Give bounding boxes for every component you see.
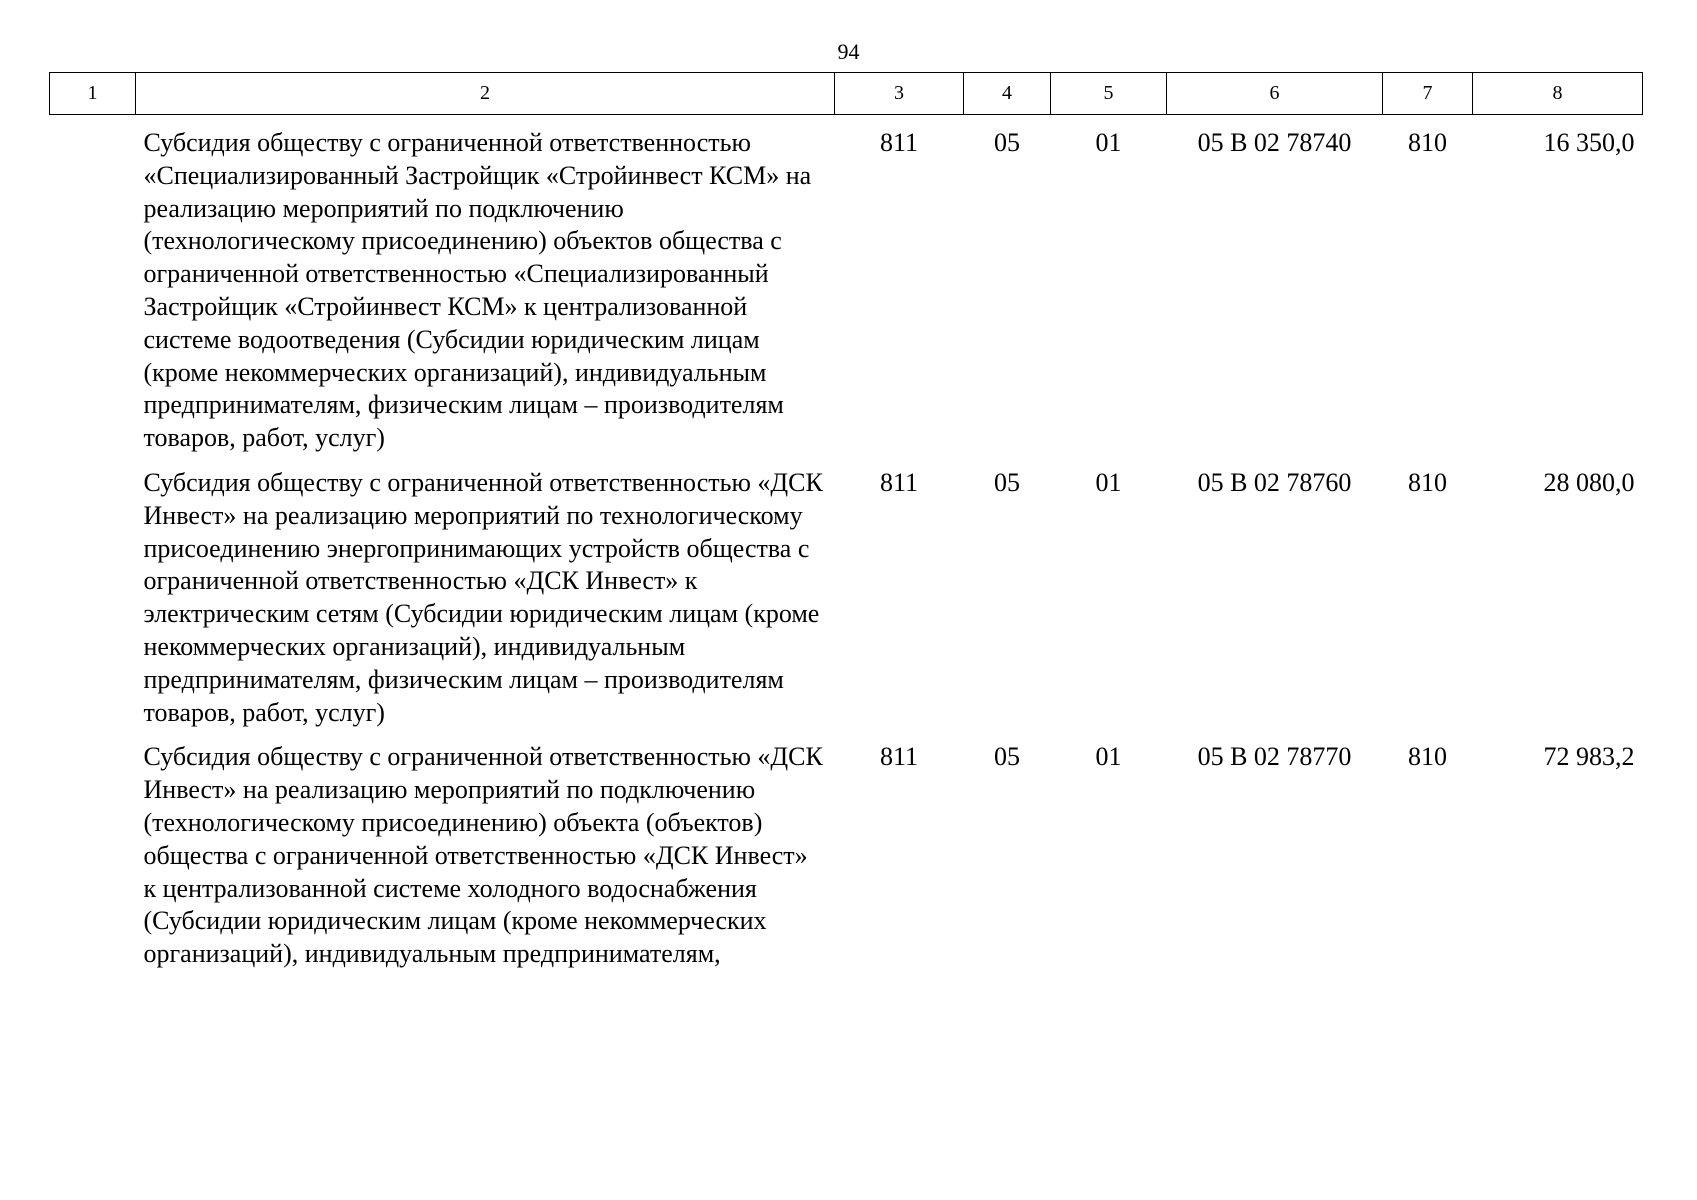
header-row <box>50 73 1643 115</box>
row-description: Субсидия обществу с ограниченной ответственностью «Специализированный Застройщик «Стройинвест КСМ» на реализацию мероприятий по подключению (технологическому присоединению) объектов общества с ограниченной ответственностью «Специализированный Застройщик «Стройинвест КСМ» к централизованной системе водоотведения (Субсидии юридическим лицам (кроме некоммерческих организаций), индивидуальным предпринимателям, физическим лицам – производителям товаров, работ, услуг) <box>143 128 812 453</box>
row-description: Субсидия обществу с ограниченной ответственностью «ДСК Инвест» на реализацию мероприятий по подключению (технологическому присоединению) объекта (объектов) общества с ограниченной ответственностью «ДСК Инвест» к централизованной системе холодного водоснабжения (Субсидии юридическим лицам (кроме некоммерческих организаций), индивидуальным предпринимателям, <box>143 742 823 969</box>
row-empty-cell <box>50 115 136 455</box>
row-subsection-code: 01 <box>1095 467 1122 497</box>
row-expense-type-code: 810 <box>1408 128 1447 157</box>
budget-table <box>49 72 1643 971</box>
page-number: 94 <box>837 39 860 64</box>
row-target-article-code: 05 В 02 78770 <box>1197 742 1352 772</box>
row-expense-type-code: 810 <box>1408 742 1447 772</box>
row-empty-cell <box>50 455 136 729</box>
row-subsection-code: 01 <box>1095 128 1122 157</box>
column-number-7: 7 <box>1383 73 1473 115</box>
column-number-6: 6 <box>1167 73 1383 115</box>
row-amount: 28 080,0 <box>1543 467 1635 497</box>
column-number-3: 3 <box>835 73 964 115</box>
column-number-5: 5 <box>1051 73 1167 115</box>
row-empty-cell <box>50 729 136 971</box>
row-amount: 16 350,0 <box>1543 128 1635 157</box>
column-number-8: 8 <box>1473 73 1643 115</box>
table-row <box>50 455 1643 729</box>
row-ministry-code: 811 <box>879 128 919 157</box>
row-ministry-code: 811 <box>879 467 919 497</box>
column-number-4: 4 <box>964 73 1051 115</box>
row-subsection-code: 01 <box>1095 742 1122 772</box>
table-row <box>50 729 1643 971</box>
table-header <box>50 73 1643 115</box>
row-expense-type-code: 810 <box>1408 467 1447 497</box>
row-section-code: 05 <box>994 467 1020 497</box>
row-section-code: 05 <box>994 128 1020 157</box>
row-ministry-code: 811 <box>879 742 919 772</box>
row-target-article-code: 05 В 02 78760 <box>1197 467 1352 497</box>
row-target-article-code: 05 В 02 78740 <box>1197 128 1352 157</box>
row-amount: 72 983,2 <box>1543 742 1635 772</box>
column-number-1: 1 <box>50 73 136 115</box>
row-section-code: 05 <box>994 742 1020 772</box>
table-row <box>50 115 1643 455</box>
row-description: Субсидия обществу с ограниченной ответственностью «ДСК Инвест» на реализацию мероприятий по технологическому присоединению энергопринимающих устройств общества с ограниченной ответственностью «ДСК Инвест» к электрическим сетям (Субсидии юридическим лицам (кроме некоммерческих организаций), индивидуальным предпринимателям, физическим лицам – производителям товаров, работ, услуг) <box>143 467 823 727</box>
column-number-2: 2 <box>136 73 835 115</box>
